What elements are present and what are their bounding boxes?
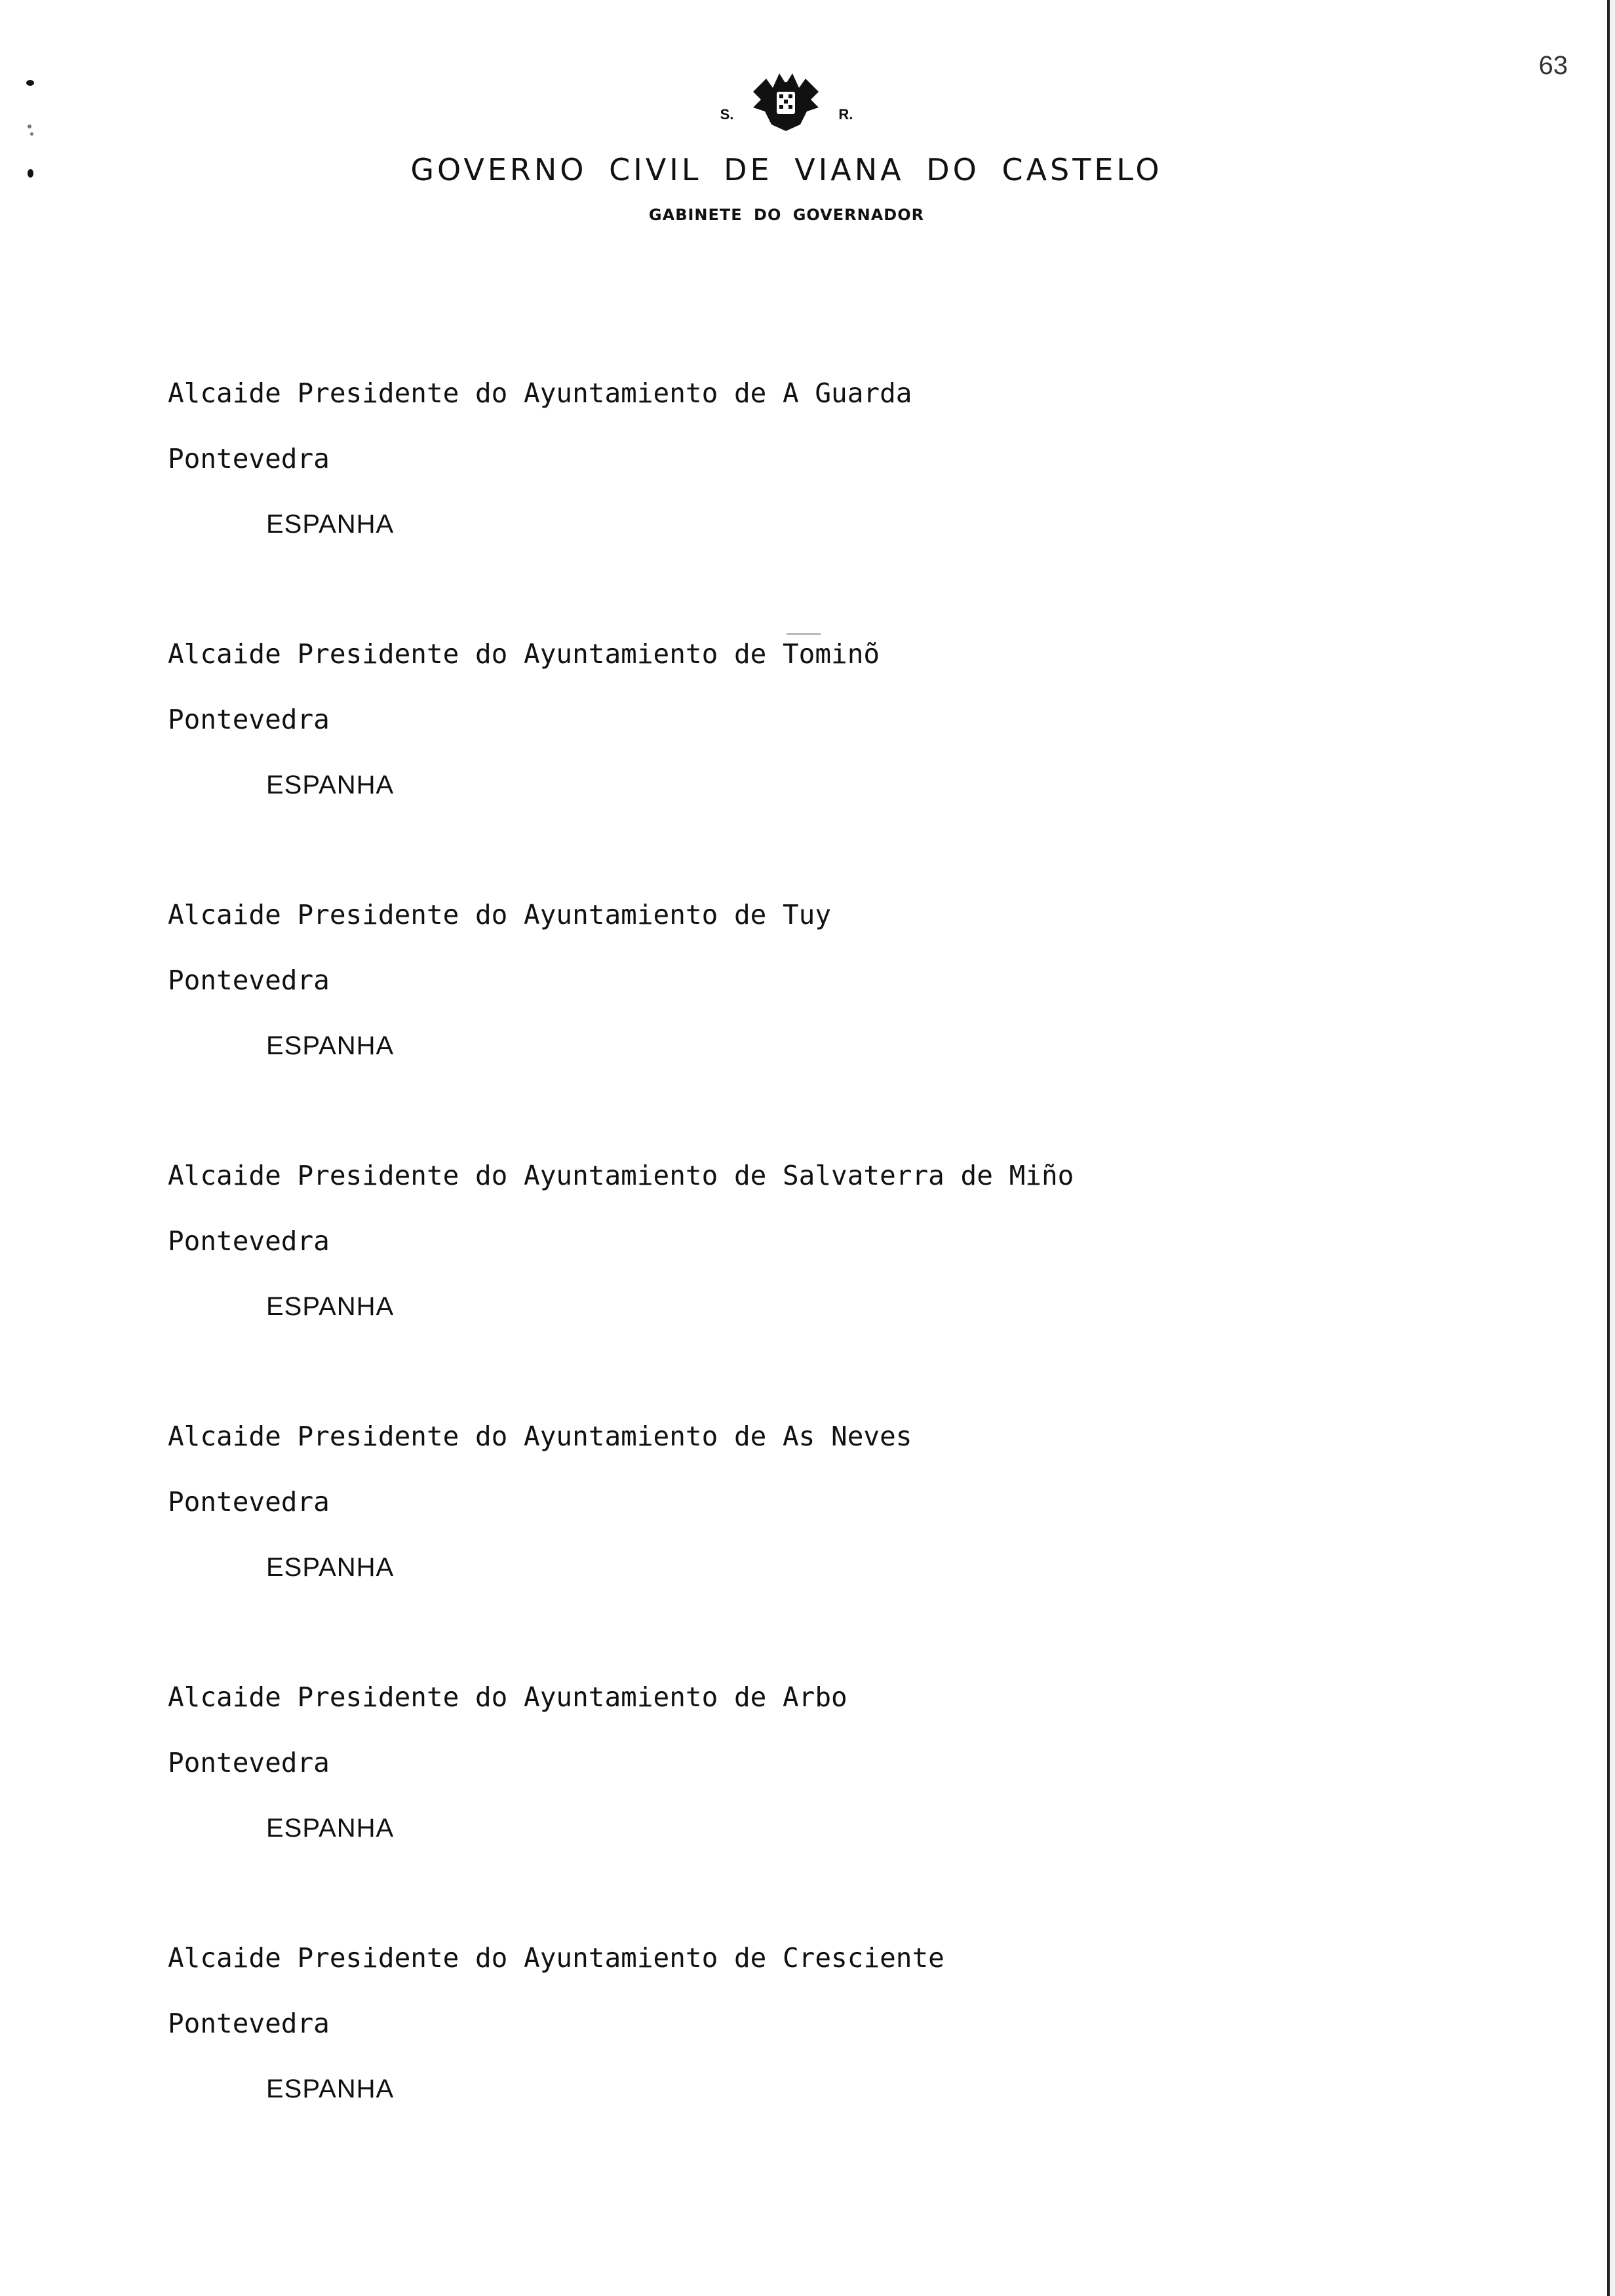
address-block [168,1155,1413,1415]
address-block [168,1415,1413,1676]
address-block [168,1676,1413,1937]
province-line: Pontevedra [168,2008,330,2039]
addressee-line: Alcaide Presidente do Ayuntamiento de Tominõ [168,638,880,670]
address-block [168,1937,1413,2198]
addressee-line: Alcaide Presidente do Ayuntamiento de Arbo [168,1681,847,1713]
country-line: ESPANHA [266,2075,395,2103]
addressee-line: Alcaide Presidente do Ayuntamiento de Cresciente [168,1942,944,1974]
country-line: ESPANHA [266,1553,395,1582]
address-block [168,372,1413,633]
address-block [168,633,1413,894]
address-block [168,894,1413,1155]
seal-letter-s: S. [720,106,734,123]
province-line: Pontevedra [168,443,330,474]
province-line: Pontevedra [168,704,330,735]
letterhead [0,66,1573,224]
addressee-line: Alcaide Presidente do Ayuntamiento de Salvaterra de Miño [168,1160,1074,1191]
province-line: Pontevedra [168,1747,330,1778]
country-line: ESPANHA [266,1031,395,1060]
page-number: 63 [1538,51,1568,80]
country-line: ESPANHA [266,771,395,799]
organization-subtitle: GABINETE DO GOVERNADOR [648,206,925,224]
province-line: Pontevedra [168,965,330,996]
province-line: Pontevedra [168,1486,330,1518]
addressee-line: Alcaide Presidente do Ayuntamiento de A Guarda [168,377,912,409]
scan-page-edge [1607,0,1615,2296]
addressee-line: Alcaide Presidente do Ayuntamiento de Tuy [168,899,832,930]
country-line: ESPANHA [266,1292,395,1321]
seal-letter-r: R. [838,106,853,123]
coat-of-arms-icon [747,66,825,138]
addressee-line: Alcaide Presidente do Ayuntamiento de As Neves [168,1421,912,1452]
organization-title: GOVERNO CIVIL DE VIANA DO CASTELO [410,152,1163,187]
country-line: ESPANHA [266,1814,395,1843]
country-line: ESPANHA [266,510,395,539]
province-line: Pontevedra [168,1225,330,1257]
address-list [168,372,1413,2198]
seal-row [0,66,1573,138]
